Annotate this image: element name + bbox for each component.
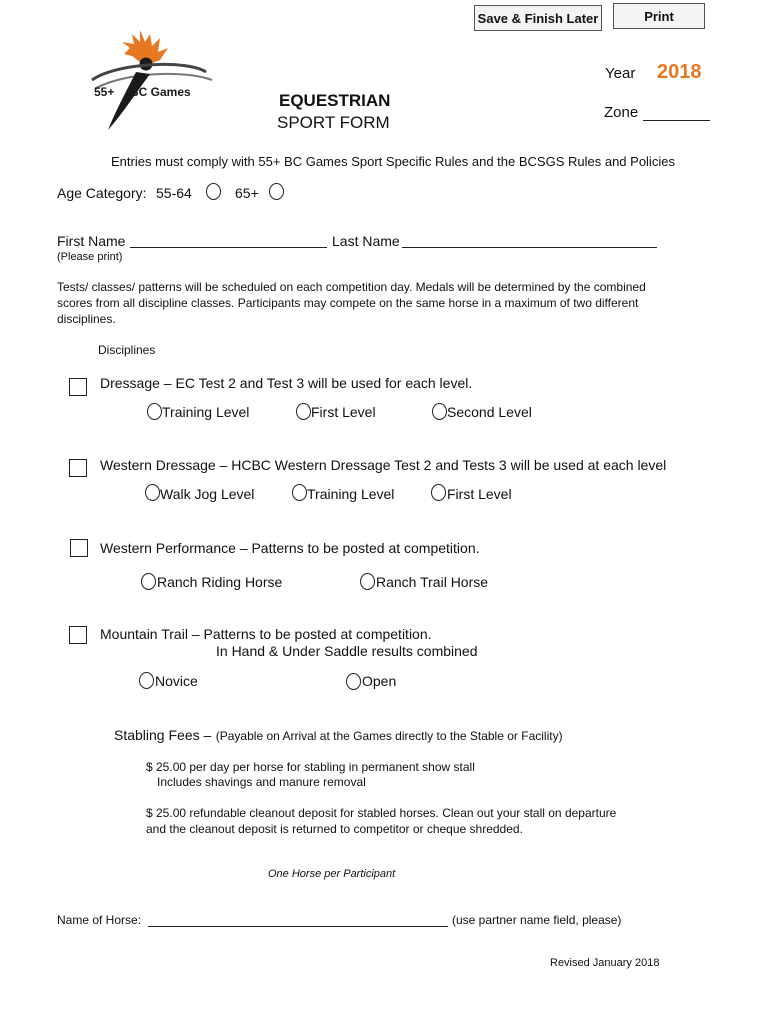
mountain-trail-sub: In Hand & Under Saddle results combined bbox=[216, 643, 478, 659]
stabling-title-text: Stabling Fees – bbox=[114, 727, 212, 743]
mountain-trail-checkbox[interactable] bbox=[69, 626, 87, 644]
disciplines-label: Disciplines bbox=[98, 343, 156, 357]
horse-name-label: Name of Horse: bbox=[57, 913, 142, 927]
mt-novice-label: Novice bbox=[155, 673, 198, 689]
dressage-second-label: Second Level bbox=[447, 404, 532, 420]
stabling-fee2-line1: $ 25.00 refundable cleanout deposit for stabled horses. Clean out your stall on departure bbox=[146, 806, 617, 820]
age-category-label: Age Category: bbox=[57, 185, 147, 201]
tests-note-line3: disciplines. bbox=[57, 312, 116, 326]
save-finish-later-button[interactable]: Save & Finish Later bbox=[474, 5, 602, 31]
form-title: EQUESTRIAN bbox=[279, 91, 391, 110]
zone-label: Zone bbox=[604, 104, 639, 121]
wp-ranch-riding-label: Ranch Riding Horse bbox=[157, 574, 283, 590]
first-name-field[interactable] bbox=[130, 247, 327, 248]
wp-ranch-trail-radio[interactable] bbox=[360, 573, 375, 590]
revised-date: Revised January 2018 bbox=[550, 957, 660, 969]
mt-open-radio[interactable] bbox=[346, 673, 361, 690]
last-name-label: Last Name bbox=[332, 233, 400, 249]
age-65-plus-radio[interactable] bbox=[269, 183, 284, 200]
wp-ranch-riding-radio[interactable] bbox=[141, 573, 156, 590]
western-dressage-title: Western Dressage – HCBC Western Dressage Test 2 and Tests 3 will be used at each level bbox=[100, 457, 667, 473]
age-55-64-radio[interactable] bbox=[206, 183, 221, 200]
logo-text-55: 55+ bbox=[94, 85, 115, 99]
wd-walk-jog-radio[interactable] bbox=[145, 484, 160, 501]
wd-training-radio[interactable] bbox=[292, 484, 307, 501]
dressage-checkbox[interactable] bbox=[69, 378, 87, 396]
intro-text: Entries must comply with 55+ BC Games Sport Specific Rules and the BCSGS Rules and Policies bbox=[111, 154, 675, 169]
dressage-training-label: Training Level bbox=[162, 404, 250, 420]
age-55-64-label: 55-64 bbox=[156, 185, 192, 201]
tests-note-line2: scores from all discipline classes. Participants may compete on the same horse in a maximum of two different bbox=[57, 296, 639, 310]
bc-games-logo bbox=[88, 26, 218, 134]
age-65-plus-label: 65+ bbox=[235, 185, 259, 201]
first-name-label: First Name bbox=[57, 233, 126, 249]
horse-name-field[interactable] bbox=[148, 926, 448, 927]
dressage-first-label: First Level bbox=[311, 404, 376, 420]
form-subtitle: SPORT FORM bbox=[277, 113, 390, 132]
mt-novice-radio[interactable] bbox=[139, 672, 154, 689]
wd-walk-jog-label: Walk Jog Level bbox=[160, 486, 255, 502]
wd-first-label: First Level bbox=[447, 486, 512, 502]
dressage-second-radio[interactable] bbox=[432, 403, 447, 420]
one-horse-note: One Horse per Participant bbox=[268, 868, 396, 880]
stabling-fee1-line1: $ 25.00 per day per horse for stabling in permanent show stall bbox=[146, 760, 475, 774]
mountain-trail-title: Mountain Trail – Patterns to be posted at competition. bbox=[100, 626, 432, 642]
wd-first-radio[interactable] bbox=[431, 484, 446, 501]
stabling-fee1-line2: Includes shavings and manure removal bbox=[157, 775, 366, 789]
western-performance-checkbox[interactable] bbox=[70, 539, 88, 557]
wp-ranch-trail-label: Ranch Trail Horse bbox=[376, 574, 489, 590]
western-dressage-checkbox[interactable] bbox=[69, 459, 87, 477]
horse-name-note: (use partner name field, please) bbox=[452, 913, 622, 927]
zone-field[interactable] bbox=[643, 120, 710, 121]
stabling-fee2-line2: and the cleanout deposit is returned to competitor or cheque shredded. bbox=[146, 822, 523, 836]
tests-note-line1: Tests/ classes/ patterns will be scheduled on each competition day. Medals will be determined by the combined bbox=[57, 280, 646, 294]
dressage-title: Dressage – EC Test 2 and Test 3 will be used for each level. bbox=[100, 375, 473, 391]
stabling-title-note: (Payable on Arrival at the Games directly to the Stable or Facility) bbox=[215, 729, 563, 743]
dressage-first-radio[interactable] bbox=[296, 403, 311, 420]
year-value[interactable]: 2018 bbox=[657, 61, 702, 83]
please-print-note: (Please print) bbox=[57, 251, 123, 263]
wd-training-label: Training Level bbox=[307, 486, 395, 502]
mt-open-label: Open bbox=[362, 673, 397, 689]
print-button[interactable]: Print bbox=[613, 3, 705, 29]
western-performance-title: Western Performance – Patterns to be posted at competition. bbox=[100, 540, 480, 556]
dressage-training-radio[interactable] bbox=[147, 403, 162, 420]
year-label: Year bbox=[605, 65, 636, 82]
logo-graphic bbox=[88, 26, 218, 134]
stabling-title bbox=[114, 727, 563, 745]
last-name-field[interactable] bbox=[402, 247, 657, 248]
logo-text-bc-games: BC Games bbox=[130, 85, 191, 99]
